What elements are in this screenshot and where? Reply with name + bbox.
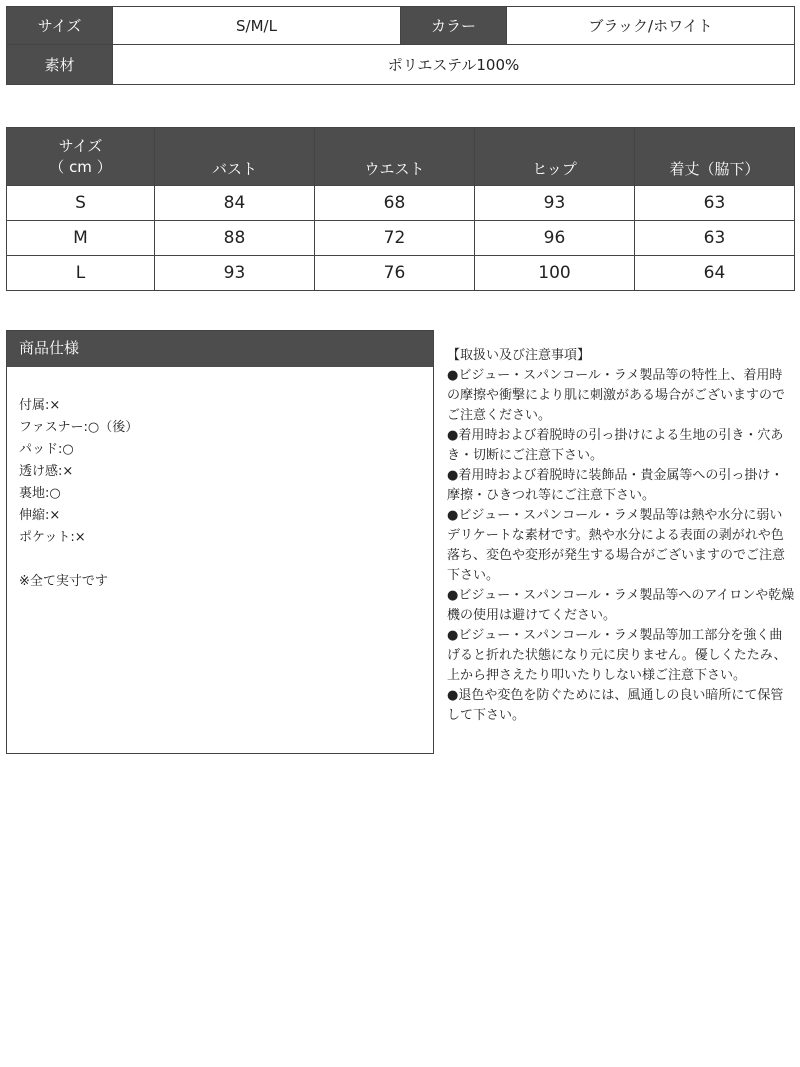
product-info-table (6, 6, 795, 85)
color-label: カラー (401, 7, 507, 45)
cell-bust: 88 (155, 221, 315, 256)
color-value: ブラック/ホワイト (507, 7, 795, 45)
size-chart-table (6, 127, 795, 291)
size-header-unit: （ cm ） (49, 157, 112, 176)
handling-notes (447, 346, 795, 726)
spec-item: ファスナー:○（後） (19, 420, 139, 435)
note-item: ●着用時および着脱時の引っ掛けによる生地の引き・穴あき・切断にご注意下さい。 (447, 428, 784, 463)
spec-item: パッド:○ (19, 442, 74, 457)
spec-item: 付属:× (19, 398, 61, 413)
note-item: ●退色や変色を防ぐためには、風通しの良い暗所にて保管して下さい。 (447, 688, 784, 723)
cell-waist: 68 (315, 186, 475, 221)
cell-bust: 93 (155, 256, 315, 291)
note-item: ●ビジュー・スパンコール・ラメ製品等加工部分を強く曲げると折れた状態になり元に戻りません。優しくたたみ、上から押さえたり叩いたりしない様ご注意下さい。 (447, 628, 787, 683)
product-spec-box (6, 330, 434, 754)
cell-length: 64 (635, 256, 795, 291)
table-row (7, 256, 795, 291)
column-header-length: 着丈（脇下） (635, 128, 795, 186)
size-label: サイズ (7, 7, 113, 45)
spec-note: ※全て実寸です (19, 574, 108, 589)
note-item: ●着用時および着脱時に装飾品・貴金属等への引っ掛け・摩擦・ひきつれ等にご注意下さい。 (447, 468, 784, 503)
note-item: ●ビジュー・スパンコール・ラメ製品等の特性上、着用時の摩擦や衝撃により肌に刺激がある場合がございますのでご注意ください。 (447, 368, 786, 423)
notes-title: 【取扱い及び注意事項】 (447, 348, 591, 363)
spec-item: ポケット:× (19, 530, 86, 545)
table-row (7, 221, 795, 256)
material-value: ポリエステル100% (113, 45, 795, 85)
size-value: S/M/L (113, 7, 401, 45)
note-item: ●ビジュー・スパンコール・ラメ製品等は熱や水分に弱いデリケートな素材です。熱や水分による表面の剥がれや色落ち、変色や変形が発生する場合がございますのでご注意下さい。 (447, 508, 786, 583)
row-size: L (7, 256, 155, 291)
spec-item: 裏地:○ (19, 486, 61, 501)
row-size: M (7, 221, 155, 256)
spec-list (7, 367, 433, 593)
size-header-label: サイズ (58, 136, 103, 155)
spec-item: 透け感:× (19, 464, 74, 479)
size-header-cell (7, 128, 155, 186)
cell-hip: 96 (475, 221, 635, 256)
cell-waist: 76 (315, 256, 475, 291)
cell-length: 63 (635, 221, 795, 256)
row-size: S (7, 186, 155, 221)
material-label: 素材 (7, 45, 113, 85)
column-header-hip: ヒップ (475, 128, 635, 186)
column-header-bust: バスト (155, 128, 315, 186)
cell-waist: 72 (315, 221, 475, 256)
spec-item: 伸縮:× (19, 508, 61, 523)
spec-title: 商品仕様 (7, 331, 433, 367)
cell-hip: 93 (475, 186, 635, 221)
note-item: ●ビジュー・スパンコール・ラメ製品等へのアイロンや乾燥機の使用は避けてください。 (447, 588, 795, 623)
table-row (7, 186, 795, 221)
cell-length: 63 (635, 186, 795, 221)
column-header-waist: ウエスト (315, 128, 475, 186)
cell-bust: 84 (155, 186, 315, 221)
cell-hip: 100 (475, 256, 635, 291)
